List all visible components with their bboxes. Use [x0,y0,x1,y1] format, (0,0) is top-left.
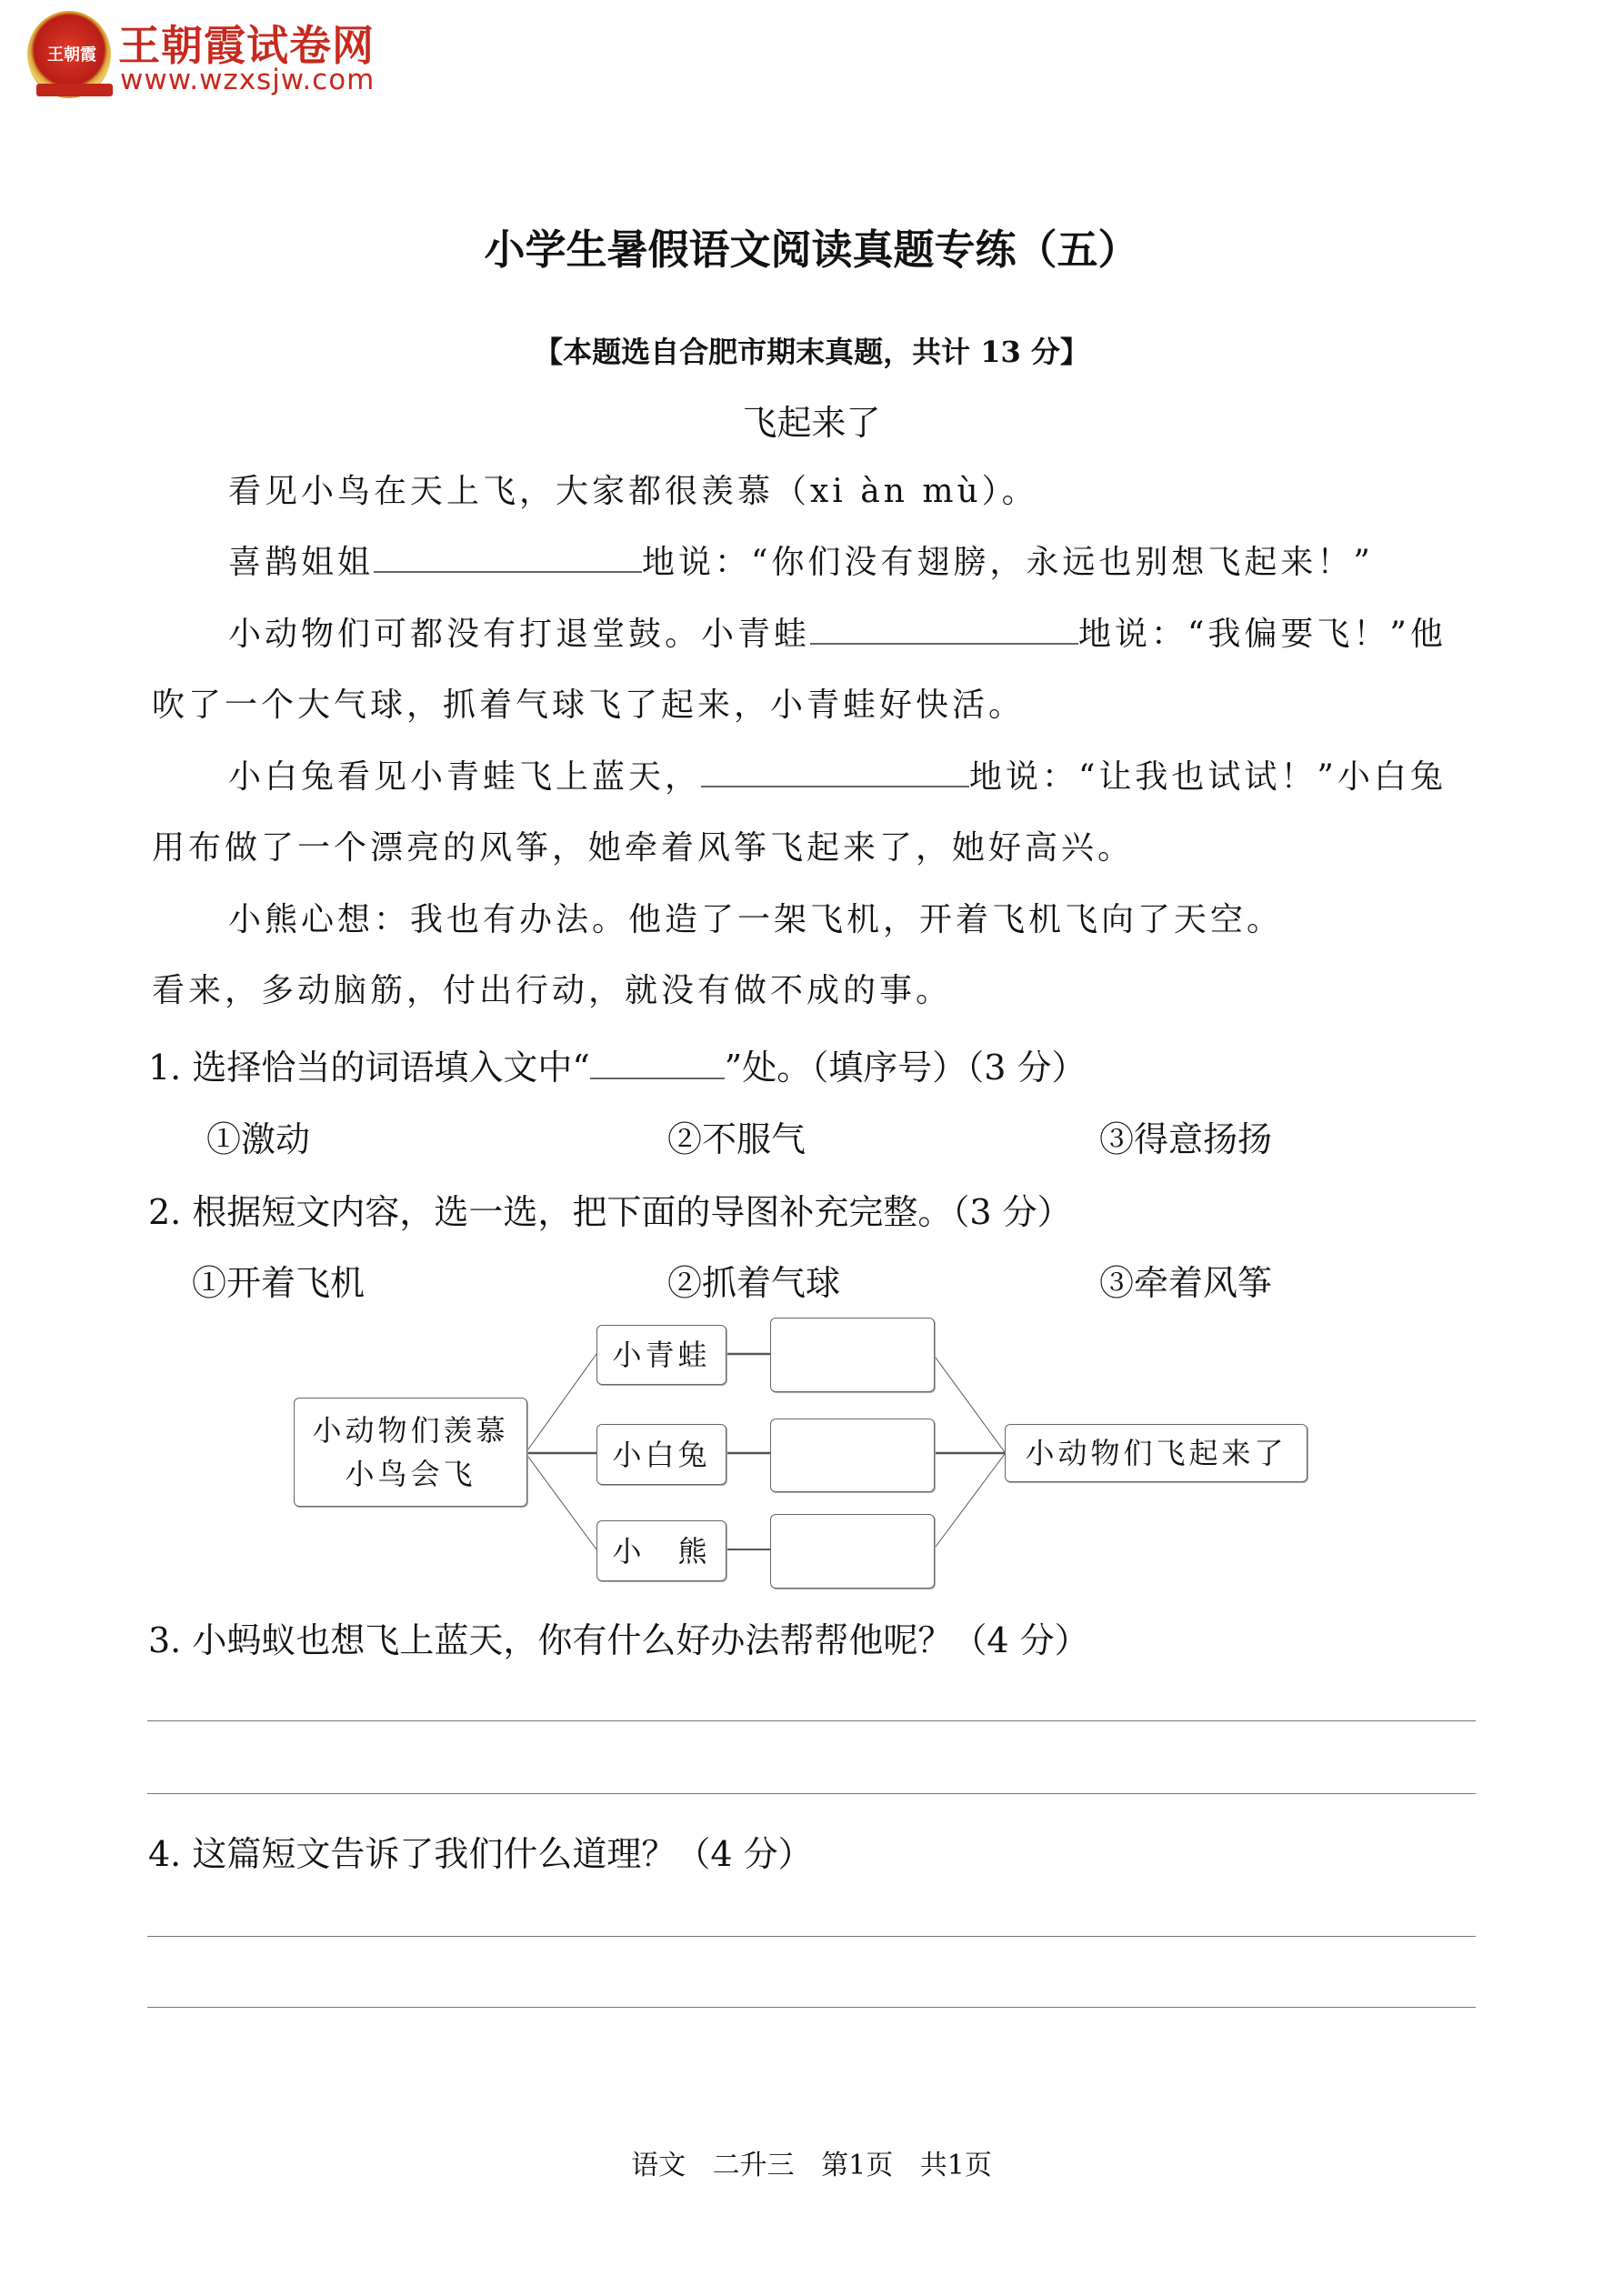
diagram-animal-frog: 小青蛙 [596,1325,726,1385]
diagram-answer-box[interactable] [770,1514,935,1589]
text: 地说：“我偏要飞！”他 [1078,616,1447,653]
diagram-animal-rabbit: 小白兔 [596,1424,726,1485]
answer-line[interactable] [147,1720,1476,1721]
text: 看来，多动脑筋，付出行动，就没有做不成的事。 [152,972,953,1009]
q1-option: ③得意扬扬 [1099,1119,1273,1159]
answer-line[interactable] [147,1936,1476,1937]
q2-option: ①开着飞机 [192,1263,366,1303]
text: 小熊心想：我也有办法。他造了一架飞机，开着飞机飞向了天空。 [228,901,1284,938]
text: 地说：“让我也试试！”小白兔 [969,758,1447,796]
q1-option: ①激动 [206,1119,311,1159]
text: 用布做了一个漂亮的风筝，她牵着风筝飞起来了，她好高兴。 [152,829,1135,867]
q2-option: ②抓着气球 [667,1263,841,1303]
text: 小鸟会飞 [345,1457,476,1491]
text: 吹了一个大气球，抓着气球飞了起来，小青蛙好快活。 [152,687,1026,724]
text: 小白兔看见小青蛙飞上蓝天， [228,758,702,796]
logo-seal-text: 王朝霞 [47,45,96,65]
question-2: 2. 根据短文内容，选一选，把下面的导图补充完整。（3 分） [148,1192,1072,1232]
page-title: 小学生暑假语文阅读真题专练（五） [484,226,1139,274]
text: 1. 选择恰当的词语填入文中“ [148,1048,590,1088]
question-4: 4. 这篇短文告诉了我们什么道理？（4 分） [148,1834,813,1874]
text: 小动物们可都没有打退堂鼓。小青蛙 [228,616,811,653]
story-title: 飞起来了 [742,403,881,443]
subtitle: 【本题选自合肥市期末真题，共计 13 分】 [534,335,1089,369]
diagram-root-box [294,1398,527,1507]
page-footer: 语文 二升三 第1页 共1页 [631,2150,992,2181]
diagram-answer-box[interactable] [770,1419,935,1492]
text: 小动物们羡慕 [312,1413,509,1448]
diagram-answer-box[interactable] [770,1318,935,1392]
text: ”处。（填序号）（3 分） [724,1048,1087,1088]
text: 地说：“你们没有翅膀，永远也别想飞起来！” [642,544,1374,581]
site-url[interactable]: www.wzxsjw.com [120,64,376,96]
answer-line[interactable] [147,1793,1476,1794]
answer-line[interactable] [147,2007,1476,2008]
q1-option: ②不服气 [667,1119,806,1159]
site-name: 王朝霞试卷网 [118,21,375,70]
diagram-animal-bear: 小 熊 [596,1520,726,1581]
text: 看见小鸟在天上飞，大家都很羡慕（xi àn mù）。 [228,473,1038,510]
q2-option: ③牵着风筝 [1099,1263,1273,1303]
text: 喜鹊姐姐 [228,544,375,581]
diagram-result-box: 小动物们飞起来了 [1005,1424,1307,1482]
question-3: 3. 小蚂蚁也想飞上蓝天，你有什么好办法帮帮他呢？（4 分） [148,1620,1089,1660]
